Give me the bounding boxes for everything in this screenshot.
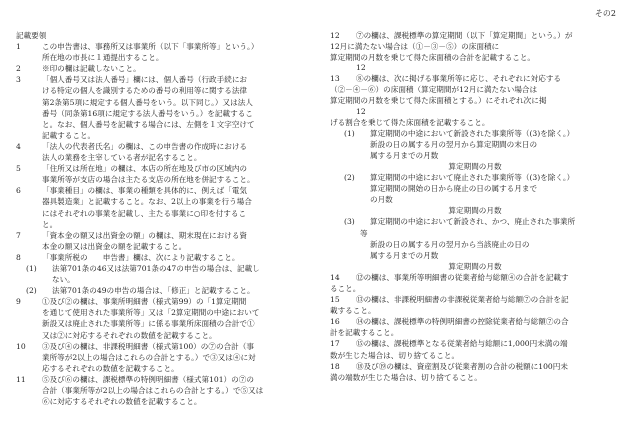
- item-17-line-2: 数が生じた場合は、切り捨てること。: [330, 350, 460, 360]
- instruction-text: 法人の業務を主宰している者が記名すること。: [42, 153, 202, 163]
- item-16-line-1: 16 ⑭の欄は、課税標準の特例明細書の控除従業者給与総額⑦の合: [330, 317, 569, 327]
- item-13-sub-1-numerator-2: 属する月までの月数: [330, 150, 620, 161]
- instruction-line: [16, 41, 312, 52]
- instructions-right-column: [330, 30, 620, 383]
- item-15-line-2: 載すること。: [330, 306, 376, 316]
- instruction-line: [16, 252, 312, 263]
- item-17-line-1: 17 ⑮の欄は、課税標準となる従業者給与総額に1,000円未満の端: [330, 339, 568, 349]
- item-13-line-1: 13 ⑧の欄は、次に掲げる事業所等に応じ、それぞれに対応する: [330, 74, 562, 84]
- item-16-line-2: 計を記載すること。: [330, 328, 399, 338]
- instruction-number: (1): [26, 263, 37, 273]
- instruction-text: 記載すること。: [42, 130, 96, 140]
- instruction-text: この申告書は、事務所又は事業所（以下「事業所等」という。）: [42, 42, 259, 52]
- instruction-line: [16, 230, 312, 241]
- instruction-line: [16, 119, 312, 130]
- instruction-number: 4: [16, 141, 21, 151]
- instruction-number: 9: [16, 297, 21, 307]
- item-18-line-1: 18 ⑱及び⑲の欄は、資産割及び従業者割の合計の税額に100円未: [330, 361, 568, 371]
- instruction-number: 10: [16, 341, 26, 351]
- instruction-text: 器具製造業」と記載すること。なお、2以上の事業を行う場合: [42, 197, 252, 207]
- instructions-heading: 記載要領: [16, 31, 47, 40]
- item-14-line-1: 14 ⑫の欄は、事業所等明細書の従業者給与総額④の合計を記載す: [330, 272, 569, 282]
- instruction-line: [16, 341, 312, 352]
- instruction-text: 「住所又は所在地」の欄は、本店の所在地及び市の区域内の: [42, 164, 248, 174]
- item-13-sub-2-numerator-1: 算定期間の開始の日から廃止の日の属する月まで: [370, 184, 538, 194]
- instruction-text: 番号（同条第16項に規定する法人番号をいう。）を記載するこ: [42, 108, 253, 118]
- item-13-sub-1: (1) 算定期間の中途において新設された事業所等（(3)を除く。）: [344, 128, 575, 138]
- instruction-text: 応するそれぞれの数値を記載すること。: [42, 363, 179, 373]
- instruction-text: 所在地の市長に１通提出すること。: [42, 53, 164, 63]
- instruction-line: [16, 285, 312, 296]
- instruction-line: [16, 141, 312, 152]
- instruction-line: [16, 363, 312, 374]
- instruction-number: 3: [16, 75, 21, 85]
- instruction-line: [16, 208, 312, 219]
- instruction-text: 第2条第5項に規定する個人番号をいう。以下同じ。）又は法人: [42, 97, 253, 107]
- instruction-number: 7: [16, 230, 21, 240]
- instruction-line: [16, 52, 312, 63]
- instruction-number: (2): [26, 286, 37, 296]
- instruction-text: ※印の欄は記載しないこと。: [42, 64, 141, 74]
- instruction-text: 法第701条の49の申告の場合は、「修正」と記載すること。: [52, 286, 255, 296]
- instructions-list: [16, 41, 312, 407]
- instruction-text: 事業所等が支店の場合は主たる支店の所在地を併記すること。: [42, 175, 255, 185]
- item-13-sub-2-numerator-2: の月数: [330, 194, 620, 205]
- instruction-text: 「事業所税の 申告書」欄は、次により記載すること。: [42, 252, 240, 262]
- instruction-text: ③及び④の欄は、非課税明細書（様式第100）の⑦の合計（事: [42, 341, 254, 351]
- item-13-line-2: （②－④－⑥）の床面積（算定期間が12月に満たない場合は: [330, 85, 538, 95]
- instruction-line: [16, 63, 312, 74]
- instruction-line: [16, 97, 312, 108]
- instruction-line: [16, 241, 312, 252]
- instruction-line: [16, 219, 312, 230]
- instruction-line: [16, 330, 312, 341]
- instruction-number: 11: [16, 374, 26, 384]
- item-13-sub-3-numerator-1: 新設の日の属する月の翌月から当該廃止の日の: [370, 239, 530, 249]
- instruction-number: 8: [16, 252, 21, 262]
- item-13-sub-1-denominator: 算定期間の月数: [448, 161, 502, 171]
- item-12-denominator: 12: [356, 63, 366, 73]
- instruction-text: 又は②に対応するそれぞれの数値を記載すること。: [42, 330, 217, 340]
- instruction-text: を通じて使用された事業所等」又は「2算定期間の中途において: [42, 308, 260, 318]
- instruction-line: [16, 196, 312, 207]
- instruction-text: 新設又は廃止された事業所等」に係る事業所床面積の合計で①: [42, 319, 255, 329]
- instruction-number: 1: [16, 42, 21, 52]
- instruction-line: [16, 85, 312, 96]
- instruction-line: [16, 396, 312, 407]
- instruction-line: [16, 108, 312, 119]
- item-13-line-3: 算定期間の月数を乗じて得た床面積とする。）にそれぞれ次に掲: [330, 95, 620, 106]
- instruction-line: [16, 74, 312, 85]
- instruction-text: にはそれぞれの事業を記載し、主たる事業に○印を付するこ: [42, 208, 247, 218]
- instruction-text: 業所等が2以上の場合はこれらの合計とする。）で③又は④に対: [42, 352, 256, 362]
- instruction-text: 「資本金の額又は出資金の額」の欄は、期末現在における資: [42, 230, 248, 240]
- item-12-line-1: 12 ⑦の欄は、課税標準の算定期間（以下「算定期間」という。）が: [330, 31, 573, 40]
- instruction-text: 「法人の代表者氏名」の欄は、この申告書の作成時における: [42, 141, 248, 151]
- instruction-line: [16, 352, 312, 363]
- item-15-line-1: 15 ⑬の欄は、非課税明細書の非課税従業者給与総額⑦の合計を記: [330, 295, 569, 305]
- instruction-line: [16, 318, 312, 329]
- item-12-line-3: 算定期間の月数を乗じて得た床面積の合計を記載すること。: [330, 52, 620, 63]
- item-12-line-2: 12月に満たない場合は（①－③－⑤）の床面積に: [330, 42, 500, 52]
- instruction-text: ①及び②の欄は、事業所明細書（様式第99）の「1算定期間: [42, 297, 247, 307]
- instruction-text: と。なお、個人番号を記載する場合には、左側を１文字空けて: [42, 119, 255, 129]
- instruction-text: 法第701条の46又は法第701条の47の申告の場合は、記載し: [52, 263, 260, 273]
- item-13-sub-1-numerator-1: 新設の日の属する月の翌月から算定期間の末日の: [370, 139, 538, 149]
- instruction-text: ない。: [52, 275, 75, 285]
- instruction-line: [16, 174, 312, 185]
- item-13-sub-3: (3) 算定期間の中途において新設され、かつ、廃止された事業所: [344, 217, 576, 227]
- instruction-line: [16, 296, 312, 307]
- instruction-line: [16, 307, 312, 318]
- instruction-line: [16, 274, 312, 285]
- instruction-number: 5: [16, 164, 21, 174]
- instruction-number: 2: [16, 64, 21, 74]
- instruction-line: [16, 130, 312, 141]
- page-number-label: その2: [594, 9, 616, 18]
- instructions-left-column: [16, 30, 312, 407]
- instruction-number: 6: [16, 186, 21, 196]
- instruction-text: と。: [42, 219, 58, 229]
- item-13-sub-3-denominator: 算定期間の月数: [448, 261, 502, 271]
- instruction-text: 「事業種目」の欄は、事業の種類を具体的に、例えば「電気: [42, 186, 248, 196]
- instruction-text: 本金の額又は出資金の額を記載すること。: [42, 241, 187, 251]
- item-14-line-2: ること。: [330, 283, 361, 293]
- item-13-sub-2-denominator: 算定期間の月数: [448, 206, 502, 216]
- item-13-line-4: げる割合を乗じて得た床面積を記載すること。: [330, 117, 490, 127]
- instruction-line: [16, 185, 312, 196]
- instruction-line: [16, 385, 312, 396]
- instruction-line: [16, 163, 312, 174]
- item-13-sub-3-cont: 等: [360, 228, 368, 238]
- instruction-text: 合計（事業所等が2以上の場合はこれらの合計とする。）で⑤又は: [42, 386, 264, 395]
- instruction-text: ⑤及び⑥の欄は、課税標準の特例明細書（様式第101）の⑦の: [42, 374, 254, 384]
- item-13-denominator: 12: [356, 106, 366, 116]
- instruction-line: [16, 374, 312, 385]
- instruction-line: [16, 263, 312, 274]
- instruction-text: ⑥に対応するそれぞれの数値を記載すること。: [42, 397, 202, 407]
- instruction-line: [16, 152, 312, 163]
- item-18-line-2: 満の端数が生じた場合は、切り捨てること。: [330, 372, 482, 382]
- item-13-sub-2: (2) 算定期間の中途において廃止された事業所等（(3)を除く。）: [344, 173, 575, 183]
- item-13-sub-3-numerator-2: 属する月までの月数: [330, 250, 620, 261]
- instruction-text: 「個人番号又は法人番号」欄には、個人番号（行政手続にお: [42, 75, 248, 85]
- instruction-text: ける特定の個人を識別するための番号の利用等に関する法律: [42, 86, 248, 96]
